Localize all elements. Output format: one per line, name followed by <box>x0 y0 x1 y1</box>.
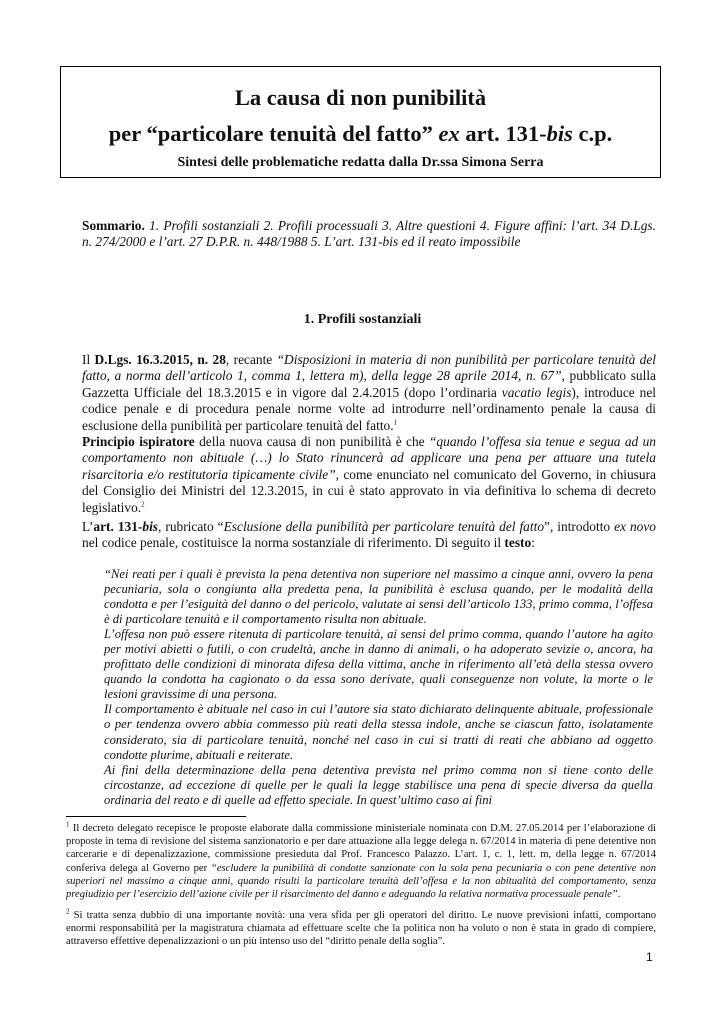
footnote-text: . <box>617 889 621 901</box>
title-box <box>60 66 661 178</box>
footnote-ref-1[interactable]: 1 <box>393 418 398 427</box>
quote-paragraph: Ai fini della determinazione della pena detentiva prevista nel primo comma non si tiene conto delle circostanze, ad eccezione di quelle per le quali la legge stabilisce una pena di specie diversa da quella ordinaria del reato e di quelle ad effetto speciale. In quest’ultimo caso ai fini <box>104 762 653 807</box>
article-rubric: Esclusione della punibilità per particolare tenuità del fatto <box>223 519 545 534</box>
footnote-number: 1 <box>66 820 70 829</box>
page-number: 1 <box>646 950 653 964</box>
document-title-line2 <box>61 121 660 147</box>
text-span: Il <box>82 352 95 367</box>
latin-term: vacatio legis <box>501 384 572 400</box>
latin-term: ex novo <box>614 519 656 534</box>
footnote-1 <box>66 822 656 901</box>
document-title: La causa di non punibilità <box>234 85 487 110</box>
law-title: “Disposizioni in materia di non punibilità per particolare tenuità del fatto, a norma dell’articolo 1, comma 1, lettera m), della legge 28 aprile 2014, n. 67” <box>82 352 656 384</box>
footnote-text: Si tratta senza dubbio di una importante novità: una vera sfida per gli operatori del diritto. Le nuove previsioni infatti, comportano enormi responsabilità per la magistratura chiamata ad effettuare scelte che la politica non ha voluto o non è stata in grado di compiere, attraverso effettive depenalizzazioni o un più intenso uso del “diritto penale della soglia”. <box>66 910 656 948</box>
text-span: , rubricato “ <box>158 519 224 534</box>
footnote-quote: “escludere la punibilità di condotte sanzionate con la sola pena pecuniaria o con pene detentive non superiori nel massimo a cinque anni, quando risulti la particolare tenuità dell’offesa e la non abitualità del comportamento, senza pregiudizio per l’esercizio dell’azione civile per il risarcimento del danno e adeguando la relativa normativa processuale penale” <box>66 862 656 901</box>
text-span: L’ <box>82 519 94 534</box>
section-heading: 1. Profili sostanziali <box>303 312 422 327</box>
title-cp: c.p. <box>572 121 613 146</box>
quote-paragraph: L’offesa non può essere ritenuta di particolare tenuità, ai sensi del primo comma, quando l’autore ha agito per motivi abietti o futili, o con crudeltà, anche in danno di animali, o ha adoperato sevizie o, ancora, ha profittato delle condizioni di minorata difesa della vittima, anche in riferimento all’età della stessa ovvero quando la condotta ha cagionato o da essa sono derivate, quali conseguenze non volute, la morte o le lesioni gravissime di una persona. <box>104 627 653 702</box>
title-text: per “particolare tenuità del fatto” <box>108 121 439 146</box>
article-bis: bis <box>142 519 159 534</box>
footnote-separator <box>66 816 246 817</box>
footnote-ref-2[interactable]: 2 <box>141 500 145 509</box>
text-span: , recante <box>225 352 277 367</box>
government-quote: “quando l’offesa sia tenue e segua ad un comportamento non abituale (…) lo Stato rinuncerà ad applicare una pena per attuare una tutela risarcitoria e/o restitutoria tipicamente civile” <box>82 434 657 482</box>
text-span: della nuova causa di non punibilità è che <box>194 434 429 450</box>
title-ex: ex <box>438 121 460 146</box>
document-subtitle: Sintesi delle problematiche redatta dalla Dr.ssa Simona Serra <box>177 155 544 170</box>
text-span: , come enunciato nel comunicato del Governo, in chiusura del Consiglio dei Ministri del 12.3.2015, in cui è stato approvato in via definitiva lo schema di decreto legislativo. <box>82 466 656 515</box>
paragraph-2 <box>82 519 656 552</box>
text-span: , pubblicato sulla Gazzetta Ufficiale del 18.3.2015 e in vigore dal 2.4.2015 (dopo l’ordinaria <box>82 368 657 400</box>
summary <box>82 218 656 251</box>
quote-paragraph: Il comportamento è abituale nel caso in cui l’autore sia stato dichiarato delinquente abituale, professionale o per tendenza ovvero abbia commesso più reati della stessa indole, anche se ciascun fatto, isolatamente considerato, sia di particolare tenuità, nonché nel caso in cui si tratti di reati che abbiano ad oggetto condotte plurime, abituali e reiterate. <box>104 702 653 762</box>
article-quote <box>104 567 653 808</box>
text-span: nel codice penale, costituisce la norma sostanziale di riferimento. Di seguito il <box>82 535 505 551</box>
law-reference: D.Lgs. 16.3.2015, n. 28 <box>94 352 226 367</box>
title-bis: bis <box>546 121 573 146</box>
footnote-text: Il decreto delegato recepisce le proposte elaborate dalla commissione ministeriale nominata con D.M. 27.05.2014 per l’elaborazione di proposte in tema di revisione del sistema sanzionatorio e per dare attuazione alla legge delega n. 67/2014 in materia di pene detentive non carcerarie e di depenalizzazione, commissione presieduta dal Prof. Francesco Palazzo. L’art. 1, c. 1, lett. m, della legge n. 67/2014 conferiva delega al Governo per <box>66 823 656 874</box>
text-span: ), introduce nel codice penale e di procedura penale norme volte ad introdurre nell’ordinamento penale la causa di esclusione della punibilità per particolare tenuità del fatto. <box>82 384 656 433</box>
footnote-2 <box>66 909 656 949</box>
summary-text: 1. Profili sostanziali 2. Profili processuali 3. Altre questioni 4. Figure affini: l’art. 34 D.Lgs. n. 274/2000 e l’art. 27 D.P.R. n. 448/1988 5. L’art. 131-bis ed il reato impossibile <box>82 218 656 250</box>
summary-label: Sommario. <box>82 218 145 233</box>
text-span: ”, introdotto <box>544 519 615 534</box>
paragraph-1 <box>82 352 656 516</box>
principle-label: Principio ispiratore <box>82 434 195 450</box>
text-span: : <box>531 535 535 551</box>
text-label: testo <box>504 535 532 551</box>
footnote-number: 2 <box>66 907 70 916</box>
title-art: art. 131- <box>459 121 547 146</box>
quote-paragraph: “Nei reati per i quali è prevista la pena detentiva non superiore nel massimo a cinque anni, ovvero la pena pecuniaria, sola o congiunta alla predetta pena, la punibilità è esclusa quando, per le modalità della condotta e per l’esiguità del danno o del pericolo, valutate ai sensi dell’articolo 133, primo comma, l’offesa è di particolare tenuità e il comportamento risulta non abituale. <box>104 567 653 627</box>
article-ref: art. 131- <box>93 519 143 534</box>
